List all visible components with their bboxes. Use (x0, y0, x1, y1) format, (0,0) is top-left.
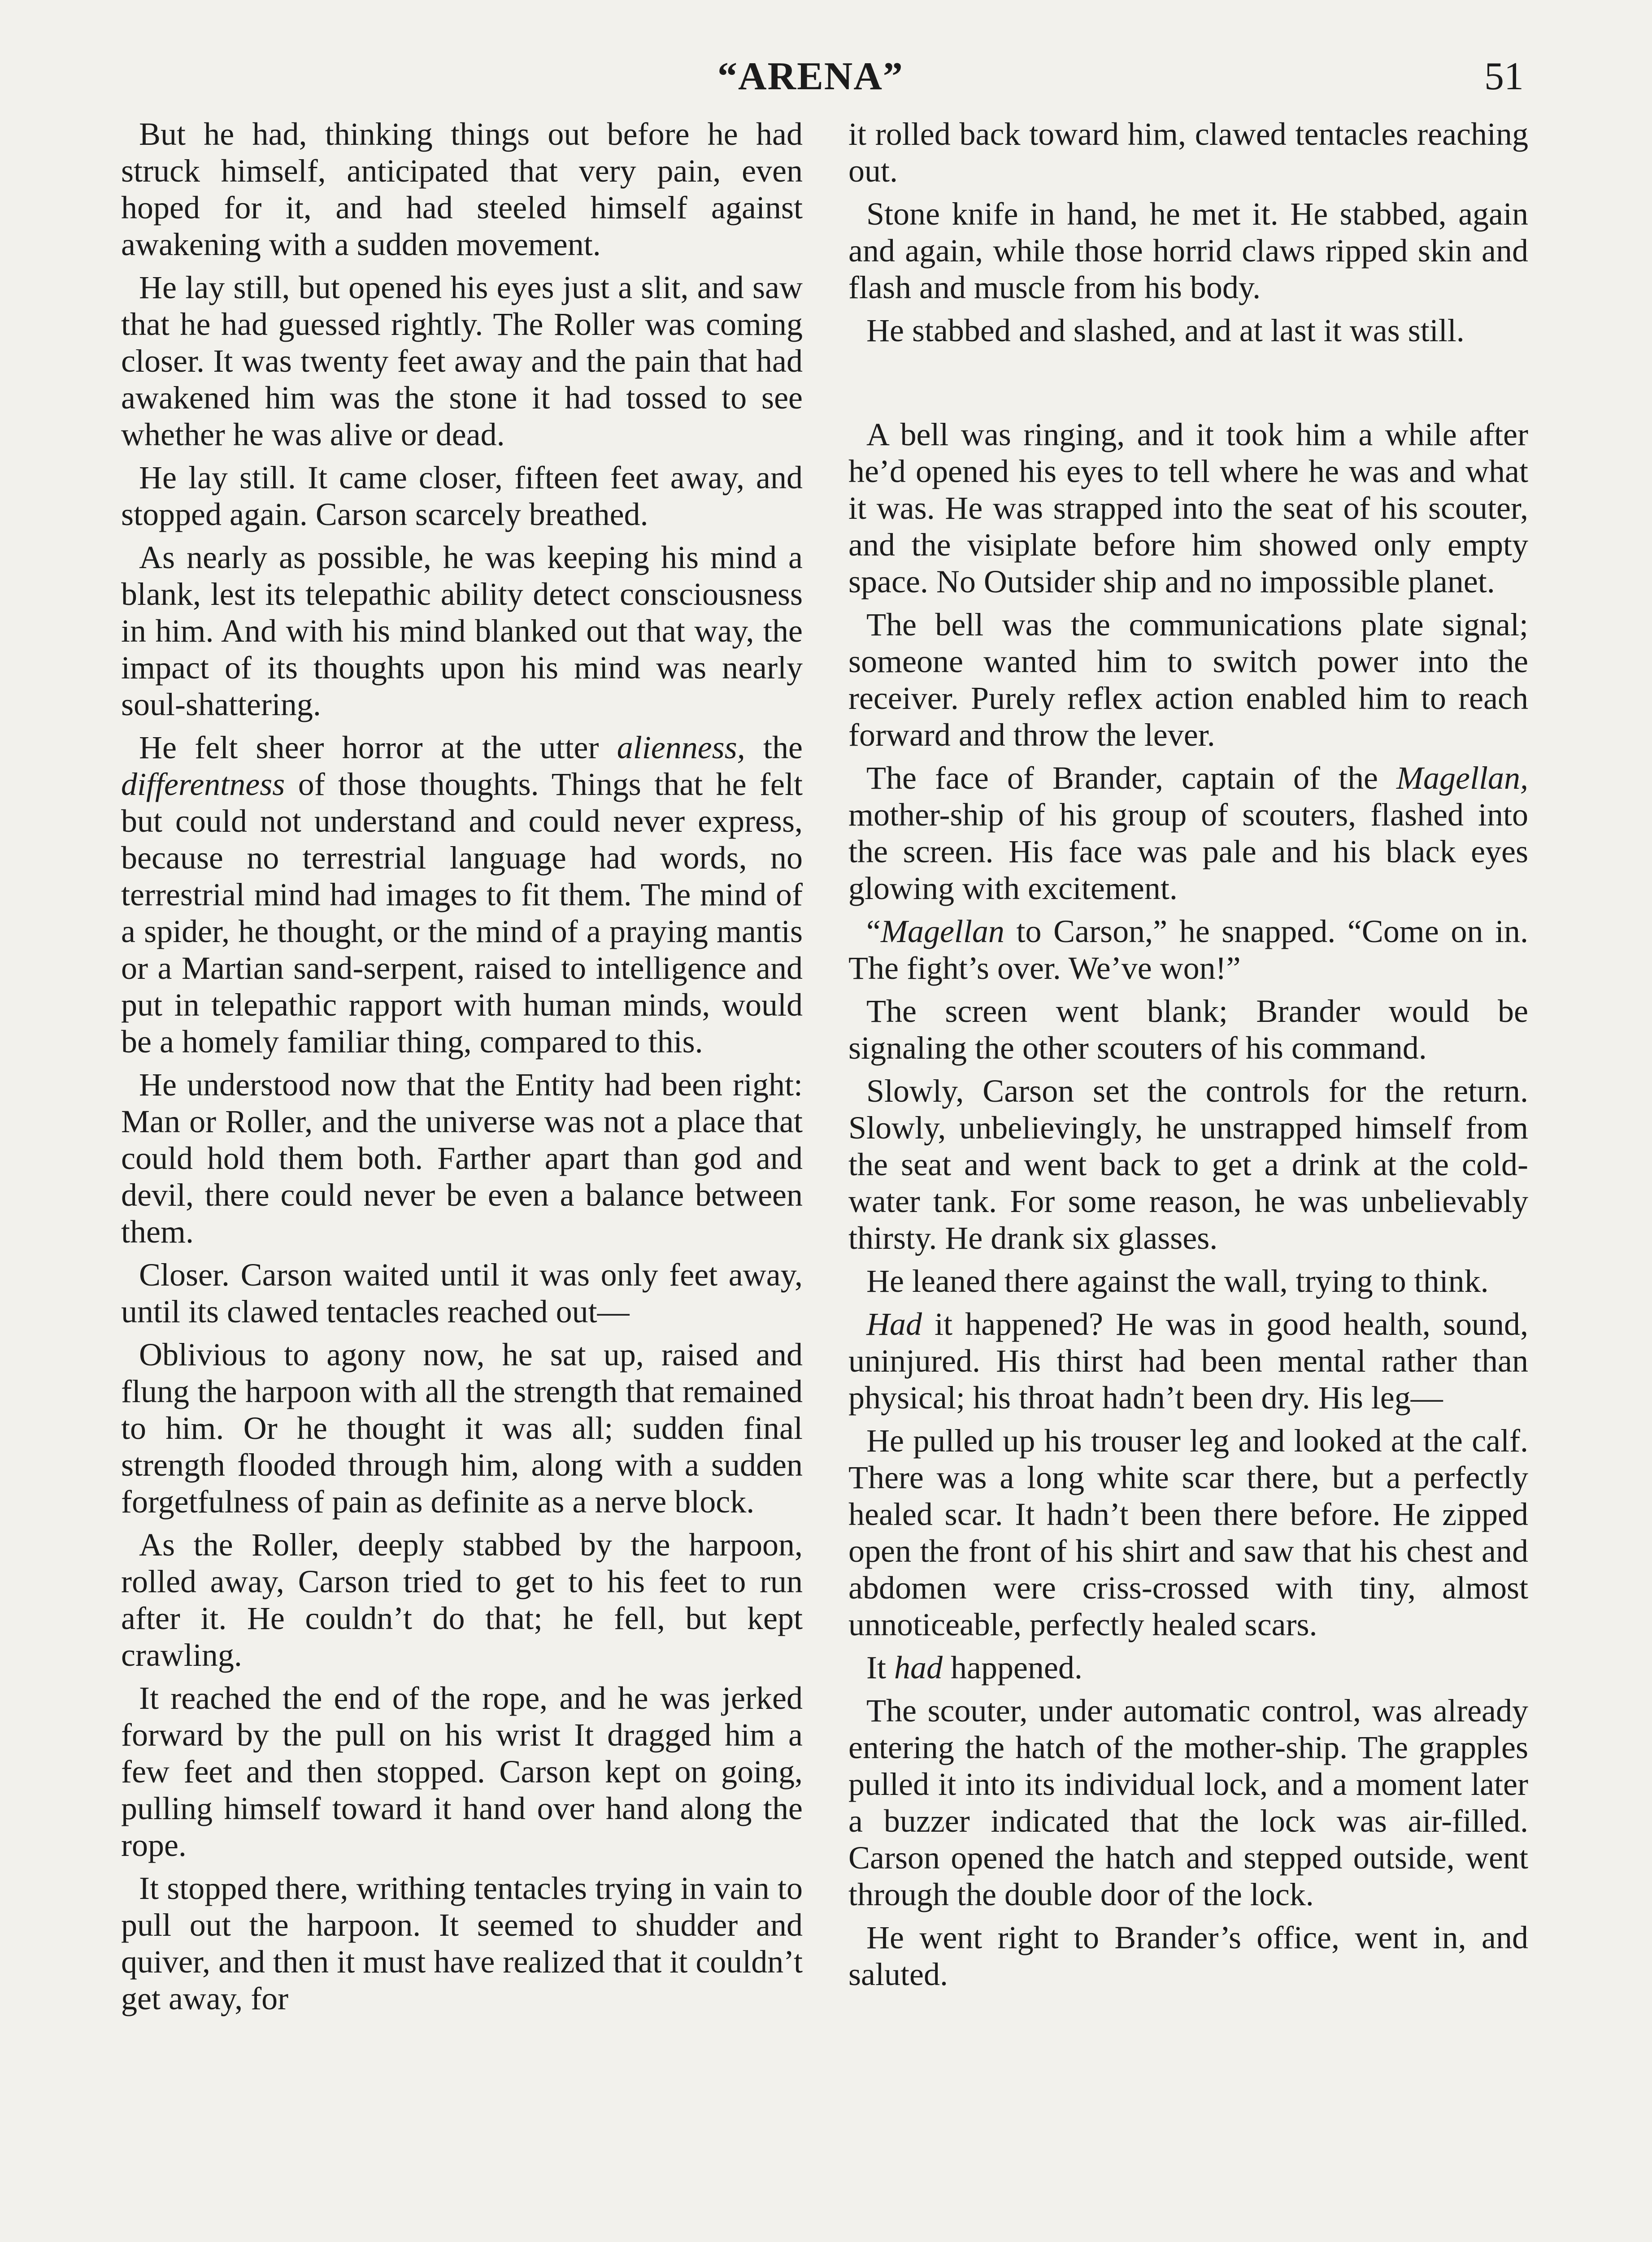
paragraph (848, 1306, 1528, 1416)
paragraph: He went right to Brander’s office, went in, and saluted. (848, 1920, 1528, 1992)
paragraph: It stopped there, writhing tentacles trying in vain to pull out the harpoon. It seemed to shudder and quiver, and then it must have realized that it couldn’t get away, for (121, 1870, 803, 2016)
text-run: The face of Brander, captain of the (866, 760, 1397, 796)
italic-text: had (894, 1650, 943, 1686)
paragraph: He leaned there against the wall, trying to think. (866, 1263, 1489, 1299)
text-run: It (866, 1650, 894, 1686)
text-run: He felt sheer horror at the utter (139, 730, 617, 765)
italic-text: differentness (121, 766, 285, 802)
paragraph: Closer. Carson waited until it was only feet away, until its clawed tentacles reached out— (121, 1257, 803, 1330)
text-run: it happened? He was in good health, sound, uninjured. His thirst had been mental rather than physical; his throat hadn’t been dry. His leg— (848, 1306, 1528, 1416)
paragraph: He stabbed and slashed, and at last it was still. (866, 313, 1465, 348)
paragraph (848, 1649, 1528, 1686)
paragraph: He lay still, but opened his eyes just a slit, and saw that he had guessed rightly. The Roller was coming closer. It was twenty feet away and the pain that had awakened him was the stone it had tossed to see whether he was alive or dead. (121, 269, 803, 452)
paragraph: As nearly as possible, he was keeping his mind a blank, lest its telepathic ability detect consciousness in him. And with his mind blanked out that way, the impact of its thoughts upon his mind was nearly soul-shattering. (121, 539, 803, 722)
paragraph: Oblivious to agony now, he sat up, raised and flung the harpoon with all the strength that remained to him. Or he thought it was all; sudden final strength flooded through him, along with a sudden forgetfulness of pain as definite as a nerve block. (121, 1337, 803, 1520)
paragraph: He pulled up his trouser leg and looked at the calf. There was a long white scar there, but a perfectly healed scar. It hadn’t been there before. He zipped open the front of his shirt and saw that his chest and abdomen were criss-crossed with tiny, almost unnoticeable, perfectly healed scars. (848, 1423, 1528, 1642)
right-column (848, 116, 1528, 1999)
story-title: “ARENA” (717, 55, 904, 98)
left-column (121, 116, 803, 2023)
paragraph: it rolled back toward him, clawed tentacles reaching out. (848, 116, 1528, 189)
text-run: “ (866, 913, 881, 949)
paragraph: Slowly, Carson set the controls for the return. Slowly, unbelievingly, he unstrapped himself from the seat and went back to get a drink at the cold-water tank. For some reason, he was unbelievably thirsty. He drank six glasses. (848, 1073, 1528, 1256)
italic-text: Had (866, 1306, 922, 1342)
paragraph (848, 760, 1528, 907)
text-run: the (745, 730, 803, 765)
paragraph: Stone knife in hand, he met it. He stabbed, again and again, while those horrid claws ripped skin and flash and muscle from his body. (848, 196, 1528, 305)
paragraph (121, 729, 803, 1060)
paragraph: A bell was ringing, and it took him a while after he’d opened his eyes to tell where he was and what it was. He was strapped into the seat of his scouter, and the visiplate before him showed only empty space. No Outsider ship and no impossible planet. (848, 417, 1528, 600)
text-run: happened. (942, 1650, 1082, 1686)
paragraph: He lay still. It came closer, fifteen feet away, and stopped again. Carson scarcely breathed. (121, 460, 803, 532)
paragraph: He understood now that the Entity had been right: Man or Roller, and the universe was not a place that could hold them both. Farther apart than god and devil, there could never be even a balance between them. (121, 1067, 803, 1250)
running-head (0, 54, 1652, 108)
paragraph: But he had, thinking things out before he had struck himself, anticipated that very pain, even hoped for it, and had steeled himself against awakening with a sudden movement. (121, 116, 803, 262)
text-run: to Carson,” he snapped. “Come on in. The fight’s over. We’ve won!” (848, 913, 1528, 986)
paragraph (848, 913, 1528, 986)
paragraph: The bell was the communications plate signal; someone wanted him to switch power into the receiver. Purely reflex action enabled him to reach forward and throw the lever. (848, 607, 1528, 753)
italic-text: Magellan (880, 913, 1004, 949)
italic-text: alienness, (617, 730, 745, 765)
paragraph: The scouter, under automatic control, was already entering the hatch of the mother-ship. The grapples pulled it into its individual lock, and a moment later a buzzer indicated that the lock was air-filled. Carson opened the hatch and stepped outside, went through the double door of the lock. (848, 1693, 1528, 1912)
paragraph: As the Roller, deeply stabbed by the harpoon, rolled away, Carson tried to get to his feet to run after it. He couldn’t do that; he fell, but kept crawling. (121, 1527, 803, 1673)
paragraph: It reached the end of the rope, and he was jerked forward by the pull on his wrist It dragged him a few feet and then stopped. Carson kept on going, pulling himself toward it hand over hand along the rope. (121, 1680, 803, 1863)
page-number: 51 (1484, 55, 1524, 98)
italic-text: Magellan, (1396, 760, 1528, 796)
paragraph: The screen went blank; Brander would be signaling the other scouters of his command. (848, 993, 1528, 1066)
text-run: mother-ship of his group of scouters, flashed into the screen. His face was pale and his black eyes glowing with excitement. (848, 797, 1528, 906)
text-run: of those thoughts. Things that he felt but could not understand and could never express, because no terrestrial language had words, no terrestrial mind had images to fit them. The mind of a spider, he thought, or the mind of a praying mantis or a Martian sand-serpent, raised to intelligence and put in telepathic rapport with human minds, would be a homely familiar thing, compared to this. (121, 766, 803, 1060)
